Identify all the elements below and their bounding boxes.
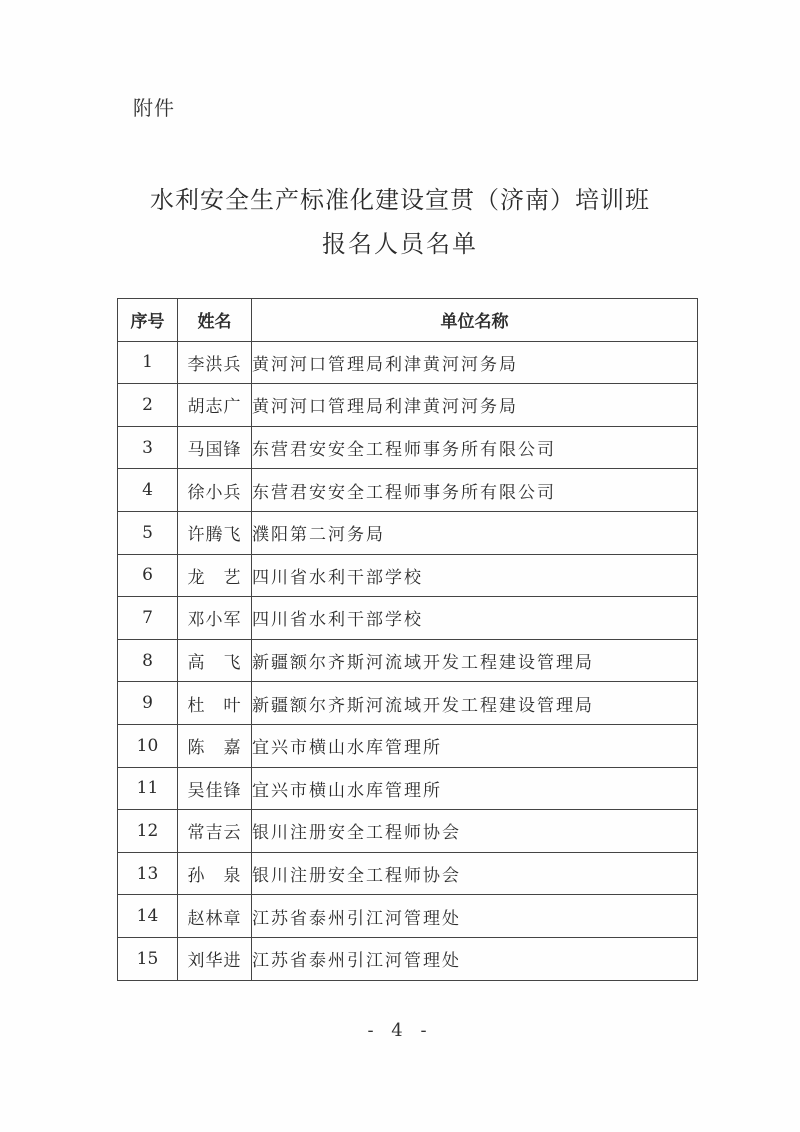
row-unit: 四川省水利干部学校 xyxy=(252,597,698,640)
row-index: 3 xyxy=(118,426,178,469)
row-name: 常吉云 xyxy=(178,810,252,853)
table-row xyxy=(118,341,698,384)
row-unit: 黄河河口管理局利津黄河河务局 xyxy=(252,341,698,384)
table-row xyxy=(118,937,698,980)
row-unit: 四川省水利干部学校 xyxy=(252,554,698,597)
row-unit: 银川注册安全工程师协会 xyxy=(252,810,698,853)
row-index: 6 xyxy=(118,554,178,597)
document-subtitle: 报名人员名单 xyxy=(322,230,478,258)
table-header-row xyxy=(118,299,698,342)
row-unit: 江苏省泰州引江河管理处 xyxy=(252,895,698,938)
row-name: 马国锋 xyxy=(178,426,252,469)
row-name: 徐小兵 xyxy=(178,469,252,512)
row-index: 13 xyxy=(118,852,178,895)
table-row xyxy=(118,767,698,810)
table-row xyxy=(118,852,698,895)
table-row xyxy=(118,554,698,597)
row-name: 陈 嘉 xyxy=(178,724,252,767)
attachment-label: 附件 xyxy=(133,96,175,120)
row-index: 4 xyxy=(118,469,178,512)
row-index: 9 xyxy=(118,682,178,725)
row-name: 邓小军 xyxy=(178,597,252,640)
row-index: 7 xyxy=(118,597,178,640)
row-index: 10 xyxy=(118,724,178,767)
table-row xyxy=(118,682,698,725)
row-unit: 濮阳第二河务局 xyxy=(252,511,698,554)
table-row xyxy=(118,511,698,554)
row-index: 15 xyxy=(118,937,178,980)
row-name: 许腾飞 xyxy=(178,511,252,554)
table-row xyxy=(118,724,698,767)
row-name: 胡志广 xyxy=(178,384,252,427)
table-row xyxy=(118,639,698,682)
row-unit: 新疆额尔齐斯河流域开发工程建设管理局 xyxy=(252,682,698,725)
row-unit: 江苏省泰州引江河管理处 xyxy=(252,937,698,980)
row-name: 龙 艺 xyxy=(178,554,252,597)
header-name: 姓名 xyxy=(178,299,252,342)
row-index: 1 xyxy=(118,341,178,384)
row-name: 杜 叶 xyxy=(178,682,252,725)
row-unit: 东营君安安全工程师事务所有限公司 xyxy=(252,469,698,512)
header-unit: 单位名称 xyxy=(252,299,698,342)
row-index: 2 xyxy=(118,384,178,427)
row-name: 孙 泉 xyxy=(178,852,252,895)
row-index: 14 xyxy=(118,895,178,938)
table-row xyxy=(118,384,698,427)
row-index: 8 xyxy=(118,639,178,682)
table-row xyxy=(118,426,698,469)
document-title: 水利安全生产标准化建设宣贯（济南）培训班 xyxy=(150,186,650,214)
row-name: 吴佳锋 xyxy=(178,767,252,810)
row-index: 12 xyxy=(118,810,178,853)
row-unit: 宜兴市横山水库管理所 xyxy=(252,767,698,810)
table-row xyxy=(118,597,698,640)
row-index: 5 xyxy=(118,511,178,554)
row-name: 高 飞 xyxy=(178,639,252,682)
row-name: 刘华进 xyxy=(178,937,252,980)
row-unit: 黄河河口管理局利津黄河河务局 xyxy=(252,384,698,427)
row-unit: 新疆额尔齐斯河流域开发工程建设管理局 xyxy=(252,639,698,682)
row-index: 11 xyxy=(118,767,178,810)
row-unit: 东营君安安全工程师事务所有限公司 xyxy=(252,426,698,469)
row-name: 李洪兵 xyxy=(178,341,252,384)
table-row xyxy=(118,469,698,512)
row-unit: 银川注册安全工程师协会 xyxy=(252,852,698,895)
page-number: - 4 - xyxy=(367,1020,433,1041)
header-index: 序号 xyxy=(118,299,178,342)
table-row xyxy=(118,810,698,853)
registration-table xyxy=(117,298,698,981)
table-row xyxy=(118,895,698,938)
row-name: 赵林章 xyxy=(178,895,252,938)
row-unit: 宜兴市横山水库管理所 xyxy=(252,724,698,767)
